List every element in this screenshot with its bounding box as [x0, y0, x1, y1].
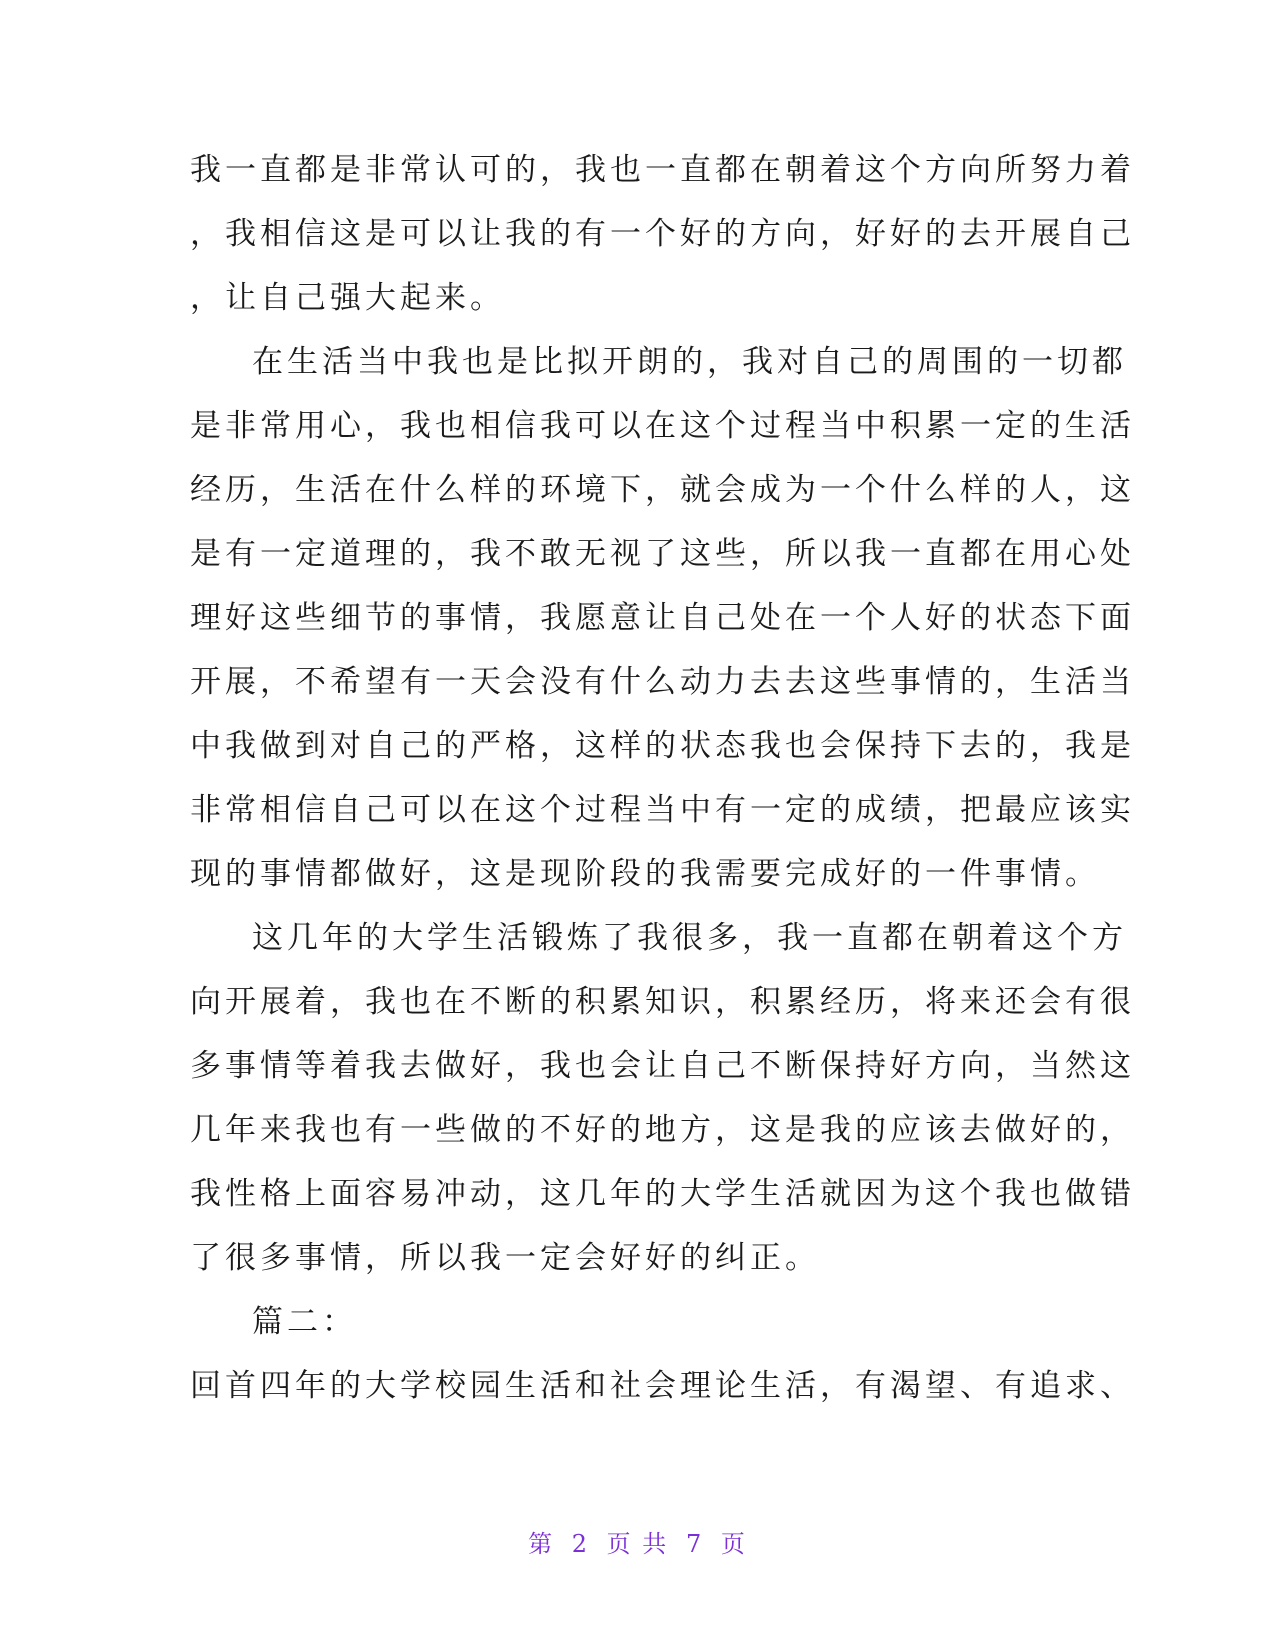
- footer-middle: 页 共: [606, 1530, 669, 1558]
- text-line: 了很多事情，所以我一定会好好的纠正。: [190, 1240, 820, 1276]
- text-line: 在生活当中我也是比拟开朗的，我对自己的周围的一切都: [252, 344, 1127, 380]
- text-line: 多事情等着我去做好，我也会让自己不断保持好方向，当然这: [190, 1048, 1135, 1084]
- text-line: 中我做到对自己的严格，这样的状态我也会保持下去的，我是: [190, 728, 1135, 764]
- text-line: 几年来我也有一些做的不好的地方，这是我的应该去做好的，: [190, 1112, 1135, 1148]
- text-line: 经历，生活在什么样的环境下，就会成为一个什么样的人，这: [190, 472, 1135, 508]
- current-page-number: 2: [571, 1530, 590, 1558]
- text-line: ，让自己强大起来。: [190, 280, 505, 316]
- text-line: 开展，不希望有一天会没有什么动力去去这些事情的，生活当: [190, 664, 1135, 700]
- text-line: 我性格上面容易冲动，这几年的大学生活就因为这个我也做错: [190, 1176, 1135, 1212]
- text-line: 我一直都是非常认可的，我也一直都在朝着这个方向所努力着: [190, 152, 1135, 188]
- text-line: 回首四年的大学校园生活和社会理论生活，有渴望、有追求、: [190, 1368, 1135, 1404]
- text-line: ，我相信这是可以让我的有一个好的方向，好好的去开展自己: [190, 216, 1135, 252]
- page-number-footer: [0, 1524, 1275, 1559]
- text-line: 是非常用心，我也相信我可以在这个过程当中积累一定的生活: [190, 408, 1135, 444]
- text-line: 是有一定道理的，我不敢无视了这些，所以我一直都在用心处: [190, 536, 1135, 572]
- footer-suffix: 页: [720, 1530, 747, 1558]
- footer-prefix: 第: [528, 1530, 555, 1558]
- text-line: 理好这些细节的事情，我愿意让自己处在一个人好的状态下面: [190, 600, 1135, 636]
- section-heading: 篇二：: [252, 1304, 357, 1340]
- text-line: 这几年的大学生活锻炼了我很多，我一直都在朝着这个方: [252, 920, 1127, 956]
- total-page-count: 7: [685, 1530, 704, 1558]
- document-body: [190, 138, 1135, 1418]
- text-line: 向开展着，我也在不断的积累知识，积累经历，将来还会有很: [190, 984, 1135, 1020]
- text-line: 现的事情都做好，这是现阶段的我需要完成好的一件事情。: [190, 856, 1100, 892]
- text-line: 非常相信自己可以在这个过程当中有一定的成绩，把最应该实: [190, 792, 1135, 828]
